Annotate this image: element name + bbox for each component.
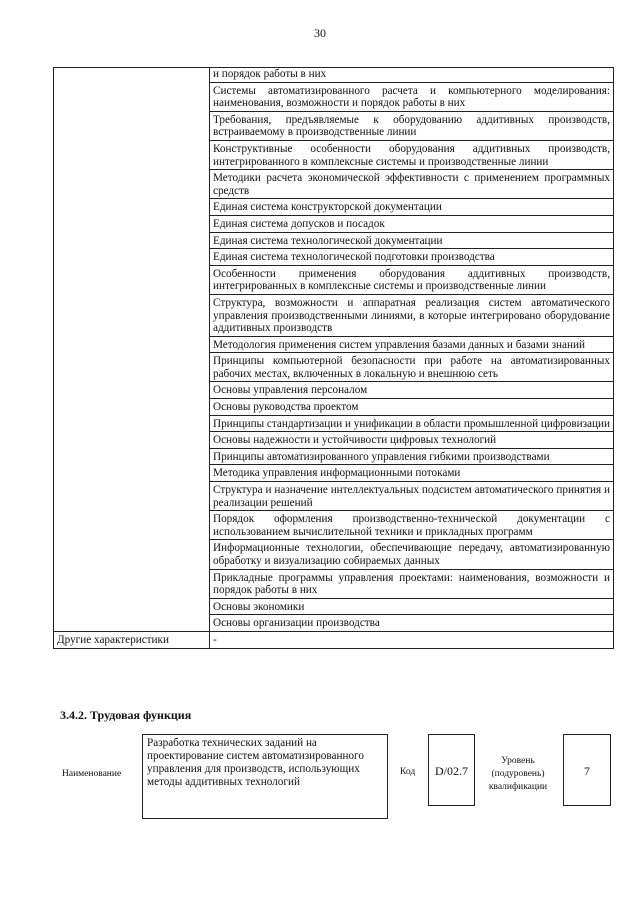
knowledge-item: Методология применения систем управления базами данных и базами знаний xyxy=(210,336,614,353)
knowledge-item: Принципы компьютерной безопасности при работе на автоматизированных рабочих местах, включенных в локальную и внешнюю сеть xyxy=(210,353,614,382)
knowledge-item: Единая система технологической документации xyxy=(210,232,614,249)
name-label: Наименование xyxy=(62,769,122,779)
other-characteristics-label: Другие характеристики xyxy=(54,631,210,648)
code-label: Код xyxy=(400,767,416,777)
knowledge-item: Методики расчета экономической эффективности с применением программных средств xyxy=(210,170,614,199)
knowledge-item: Принципы стандартизации и унификации в области промышленной цифровизации xyxy=(210,415,614,432)
knowledge-label-cell xyxy=(54,68,210,632)
knowledge-item: Основы организации производства xyxy=(210,615,614,632)
function-name-box: Разработка технических заданий на проектирование систем автоматизированного управления для производств, использующих методы аддитивных технологий xyxy=(142,734,388,819)
other-characteristics-value: - xyxy=(210,631,614,648)
knowledge-item: Основы экономики xyxy=(210,598,614,615)
knowledge-item: Структура и назначение интеллектуальных подсистем автоматического принятия и реализации решений xyxy=(210,482,614,511)
other-characteristics-row xyxy=(54,631,614,648)
knowledge-item: Принципы автоматизированного управления гибкими производствами xyxy=(210,448,614,465)
section-heading: 3.4.2. Трудовая функция xyxy=(60,708,192,722)
knowledge-item: Информационные технологии, обеспечивающие передачу, автоматизированную обработку и визуализацию собираемых данных xyxy=(210,540,614,569)
knowledge-item: Особенности применения оборудования аддитивных производств, интегрированных в комплексные системы и производственные линии xyxy=(210,265,614,294)
qualification-level-label: Уровень (подуровень) квалификации xyxy=(488,756,548,792)
knowledge-item: и порядок работы в них xyxy=(210,68,614,83)
knowledge-item: Единая система конструкторской документации xyxy=(210,199,614,216)
knowledge-item: Основы надежности и устойчивости цифровых технологий xyxy=(210,432,614,449)
table-row xyxy=(54,68,614,83)
knowledge-item: Порядок оформления производственно-технической документации с использованием вычислительной техники и прикладных программ xyxy=(210,511,614,540)
knowledge-item: Структура, возможности и аппаратная реализация систем автоматического управления производственными линиями, в которые интегрировано оборудование аддитивных производств xyxy=(210,294,614,336)
knowledge-item: Основы руководства проектом xyxy=(210,399,614,416)
knowledge-item: Основы управления персоналом xyxy=(210,382,614,399)
qualification-level-box: 7 xyxy=(563,734,611,806)
knowledge-item: Конструктивные особенности оборудования аддитивных производств, интегрированного в комплексные системы и производственные линии xyxy=(210,140,614,169)
knowledge-item: Прикладные программы управления проектами: наименования, возможности и порядок работы в них xyxy=(210,569,614,598)
page-number: 30 xyxy=(314,26,326,40)
knowledge-item: Методика управления информационными потоками xyxy=(210,465,614,482)
function-code-box: D/02.7 xyxy=(428,734,475,806)
knowledge-item: Единая система допусков и посадок xyxy=(210,215,614,232)
knowledge-item: Единая система технологической подготовки производства xyxy=(210,249,614,266)
knowledge-item: Требования, предъявляемые к оборудованию аддитивных производств, встраиваемому в производственные линии xyxy=(210,111,614,140)
knowledge-table xyxy=(53,67,614,649)
knowledge-item: Системы автоматизированного расчета и компьютерного моделирования: наименования, возможности и порядок работы в них xyxy=(210,82,614,111)
